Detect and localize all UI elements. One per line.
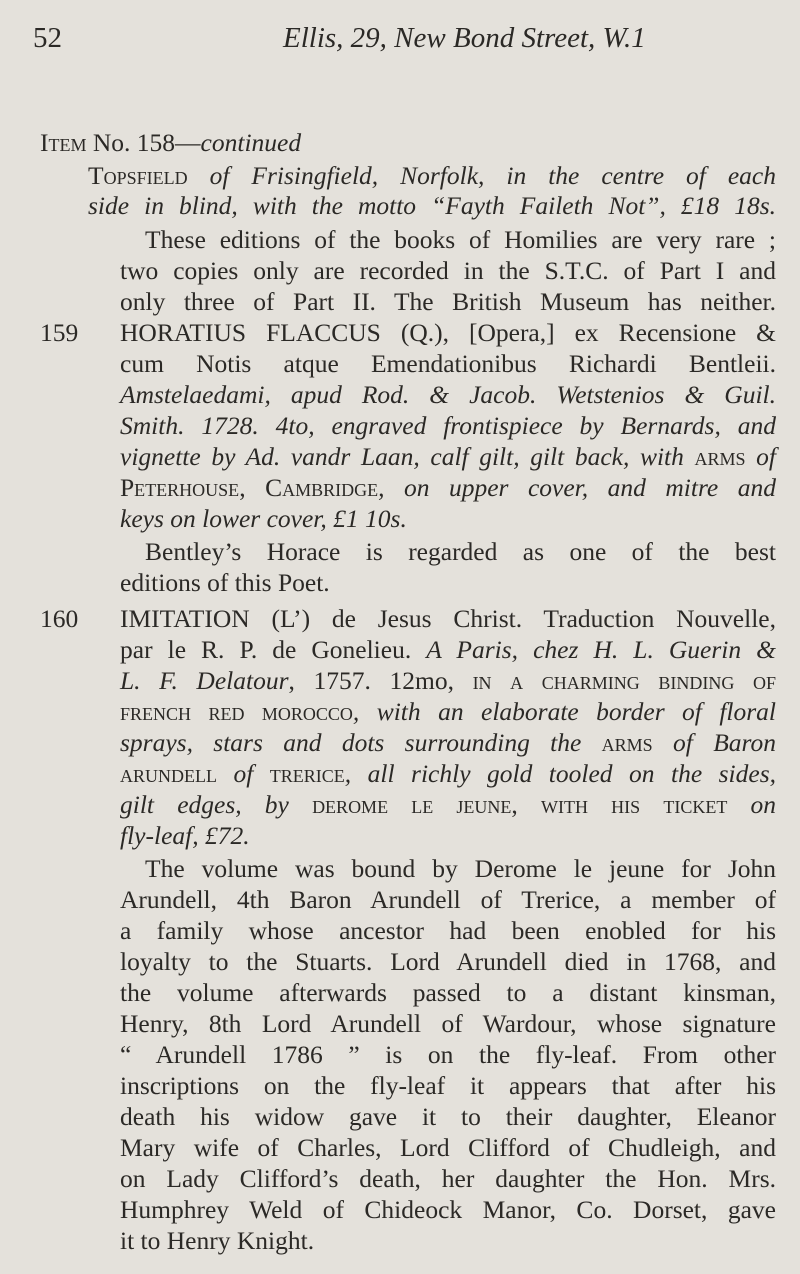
item-159-note-line-2: editions of this Poet. (120, 568, 330, 597)
continued-label: Item No. 158—continued (40, 128, 302, 157)
item-160-note-line-8: inscriptions on the fly-leaf it appears that after his (120, 1071, 776, 1100)
item-160-note-line-11: on Lady Clifford’s death, her daughter the Hon. Mrs. (120, 1164, 776, 1193)
item-160-note-line-3: a family whose ancestor had been enobled for his (120, 916, 776, 945)
item-158-note-line-1: These editions of the books of Homilies are very rare ; (145, 225, 776, 254)
item-160-note-line-1: The volume was bound by Derome le jeune for John (145, 854, 776, 883)
item-159-line-3: Amstelaedami, apud Rod. & Jacob. Wetstenios & Guil. (120, 380, 776, 409)
item-160-line-4: french red morocco, with an elaborate border of floral (120, 697, 776, 726)
item-160-note-line-7: “ Arundell 1786 ” is on the fly-leaf. From other (120, 1040, 776, 1069)
item-160-note-line-13: it to Henry Knight. (120, 1226, 315, 1255)
item-160-note-line-9: death his widow gave it to their daughter, Eleanor (120, 1102, 776, 1131)
item-160-line-5: sprays, stars and dots surrounding the arms of Baron (120, 728, 776, 757)
item-number: 159 (40, 318, 79, 347)
item-160-line-3: L. F. Delatour, 1757. 12mo, in a charming binding of (120, 666, 776, 695)
item-159-line-1: HORATIUS FLACCUS (Q.), [Opera,] ex Recensione & (120, 318, 776, 347)
item-159-line-4: Smith. 1728. 4to, engraved frontispiece by Bernards, and (120, 411, 776, 440)
item-159-line-5: vignette by Ad. vandr Laan, calf gilt, gilt back, with arms of (120, 442, 776, 471)
page-number: 52 (33, 22, 62, 54)
item-160-line-2: par le R. P. de Gonelieu. A Paris, chez H. L. Guerin & (120, 635, 776, 664)
item-160-note-line-4: loyalty to the Stuarts. Lord Arundell died in 1768, and (120, 947, 776, 976)
item-number: 160 (40, 604, 79, 633)
item-160-note-line-6: Henry, 8th Lord Arundell of Wardour, whose signature (120, 1009, 776, 1038)
item-159-line-2: cum Notis atque Emendationibus Richardi Bentleii. (120, 349, 776, 378)
item-160-note-line-12: Humphrey Weld of Chideock Manor, Co. Dorset, gave (120, 1195, 776, 1224)
item-159-line-6: Peterhouse, Cambridge, on upper cover, and mitre and (120, 473, 776, 502)
item-160-line-7: gilt edges, by derome le jeune, with his ticket on (120, 790, 777, 819)
item-160-note-line-5: the volume afterwards passed to a distant kinsman, (120, 978, 776, 1007)
item-160-line-8: fly-leaf, £72. (120, 821, 250, 850)
item-158-line-2: side in blind, with the motto “Fayth Faileth Not”, £18 18s. (88, 191, 776, 220)
item-158-note-line-2: two copies only are recorded in the S.T.C. of Part I and (120, 256, 776, 285)
item-160-note-line-10: Mary wife of Charles, Lord Clifford of Chudleigh, and (120, 1133, 776, 1162)
item-160-line-6: arundell of trerice, all richly gold tooled on the sides, (120, 759, 777, 788)
item-159-note-line-1: Bentley’s Horace is regarded as one of the best (145, 537, 776, 566)
item-160-note-line-2: Arundell, 4th Baron Arundell of Trerice, a member of (120, 885, 776, 914)
page-header (33, 22, 773, 62)
item-158-note-line-3: only three of Part II. The British Museum has neither. (120, 287, 776, 316)
item-158-line-1: Topsfield of Frisingfield, Norfolk, in the centre of each (88, 161, 776, 190)
item-159-line-7: keys on lower cover, £1 10s. (120, 504, 407, 533)
running-head: Ellis, 29, New Bond Street, W.1 (283, 22, 646, 54)
item-160-line-1: IMITATION (L’) de Jesus Christ. Traduction Nouvelle, (120, 604, 776, 633)
